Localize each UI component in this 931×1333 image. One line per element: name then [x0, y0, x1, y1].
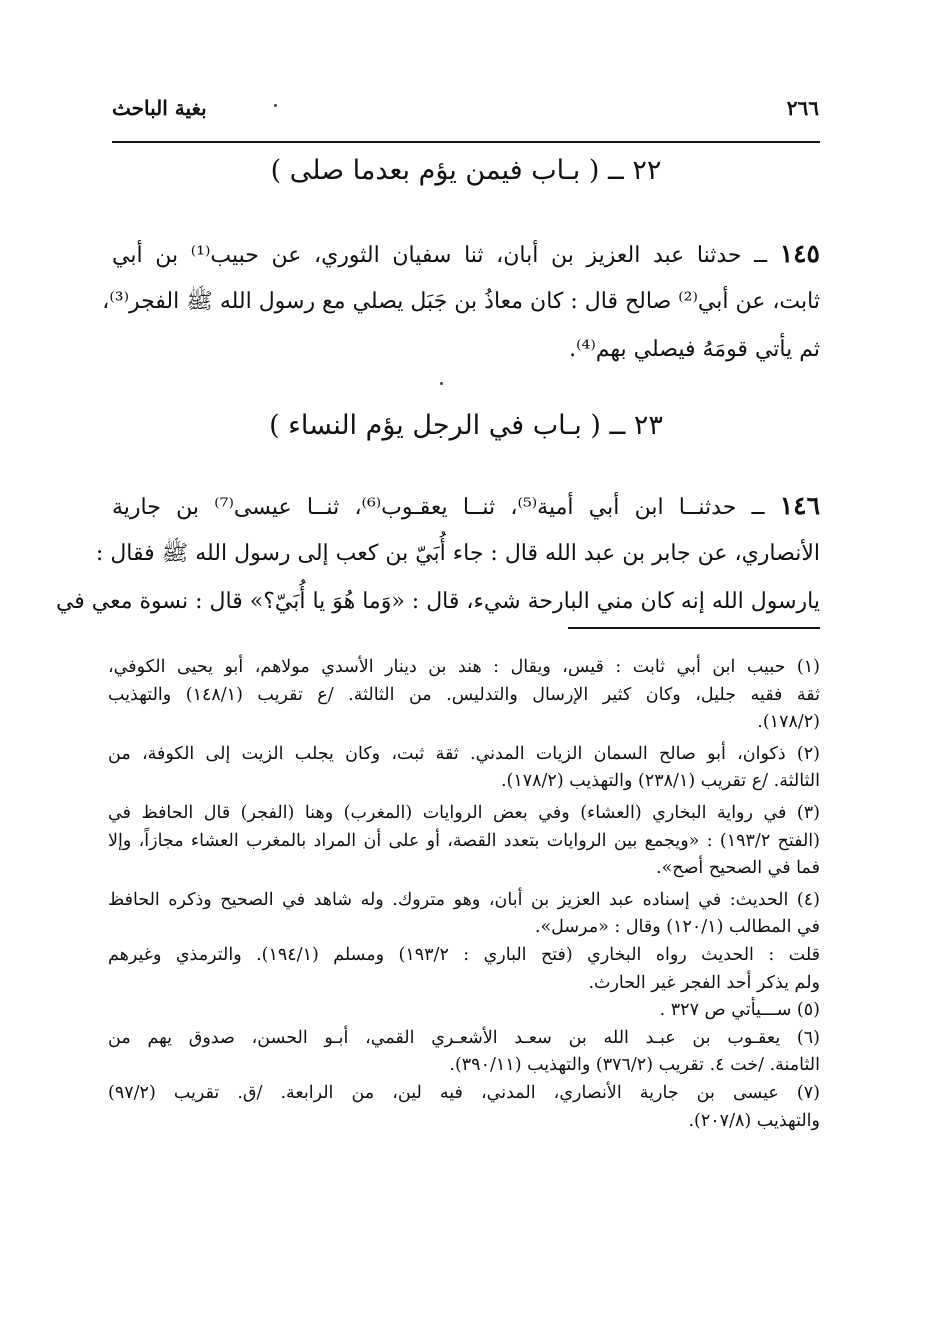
footnote-3: (٣) في رواية البخاري (العشاء) وفي بعض الروايات (المغرب) وهنا (الفجر) قال الحافظ في (الفتح ١٩٣/٢) : «ويجمع بين الروايات بتعدد القصة، أو على أن المراد بالمغرب العشاء مجازاً، وإلا فما في الصحيح أصح». [108, 802, 820, 879]
footnotes [108, 654, 820, 1135]
hadith-number: ١٤٥ [779, 239, 820, 268]
footnote-6: (٦) يعقـوب بن عبـد الله بن سعـد الأشعـري القمي، أبـو الحسن، صدوق يهم من الثامنة. /خت ٤. تقريب (٣٧٦/٢) والتهذيب (٣٩٠/١١). [108, 1027, 820, 1076]
book-title: بغية الباحث [112, 96, 207, 120]
chapter-title-23: ٢٣ ــ ( بـاب في الرجل يؤم النساء ) [269, 410, 663, 441]
hadith-145 [102, 230, 820, 374]
hadith-146-line-3: يارسول الله إنه كان مني البارحة شيء، قال : «وَما هُوَ يا أُبَيّ؟» قال : نسوة معي في [55, 589, 820, 614]
hadith-145-line-2: ثابت، عن أبي⁽²⁾ صالح قال : كان معاذُ بن جَبَل يصلي مع رسول الله ﷺ الفجر⁽³⁾، [102, 289, 820, 314]
footnote-7: (٧) عيسى بن جارية الأنصاري، المدني، فيه لين، من الرابعة. /ق. تقريب (٩٧/٢) والتهذيب (٢٠٧/٨). [108, 1082, 820, 1131]
footnote-5: (٥) ســـيأتي ص ٣٢٧ . [659, 1000, 820, 1021]
stray-dot [440, 382, 443, 385]
chapter-title-22: ٢٢ ــ ( بـاب فيمن يؤم بعدما صلى ) [270, 155, 662, 186]
hadith-145-line-3: ثم يأتي قومَهُ فيصلي بهم⁽⁴⁾. [569, 337, 820, 362]
footnote-1: (١) حبيب ابن أبي ثابت : قيس، ويقال : هند بن دينار الأسدي مولاهم، أبو يحيى الكوفي، ثقة فقيه جليل، وكان كثير الإرسال والتدليس. من الثالثة. /ع تقريب (١٤٨/١) والتهذيب (١٧٨/٢). [108, 657, 821, 733]
footnote-2: (٢) ذكوان، أبو صالح السمان الزيات المدني. ثقة ثبت، وكان يجلب الزيت إلى الكوفة، من الثالثة. /ع تقريب (٢٣٨/١) والتهذيب (١٧٨/٢). [108, 743, 820, 792]
hadith-146 [55, 482, 821, 626]
header-rule [112, 141, 820, 143]
hadith-145-line-1: ١٤٥ ــ حدثنا عبد العزيز بن أبان، ثنا سفيان الثوري، عن حبيب⁽¹⁾ بن أبي [112, 239, 820, 268]
footnote-rule [568, 627, 820, 629]
footnote-4-note: قلت : الحديث رواه البخاري (فتح الباري : ١٩٣/٢) ومسلم (١٩٤/١). والترمذي وغيرهم ولم يذكر أحد الفجر غير الحارث. [108, 944, 820, 993]
hadith-number: ١٤٦ [779, 491, 821, 520]
hadith-146-line-2: الأنصاري، عن جابر بن عبد الله قال : جاء أُبَيّ بن كعب إلى رسول الله ﷺ فقال : [95, 541, 820, 566]
stray-dot [274, 104, 277, 107]
footnote-4: (٤) الحديث: في إسناده عبد العزيز بن أبان، وهو متروك. وله شاهد في الصحيح وذكره الحافظ في المطالب (١٢٠/١) وقال : «مرسل». [108, 889, 820, 938]
hadith-146-line-1: ١٤٦ ــ حدثنــا ابن أبي أمية⁽⁵⁾، ثنــا يعقـوب⁽⁶⁾، ثنــا عيسى⁽⁷⁾ بن جارية [112, 491, 821, 520]
page-number: ٢٦٦ [786, 96, 819, 120]
